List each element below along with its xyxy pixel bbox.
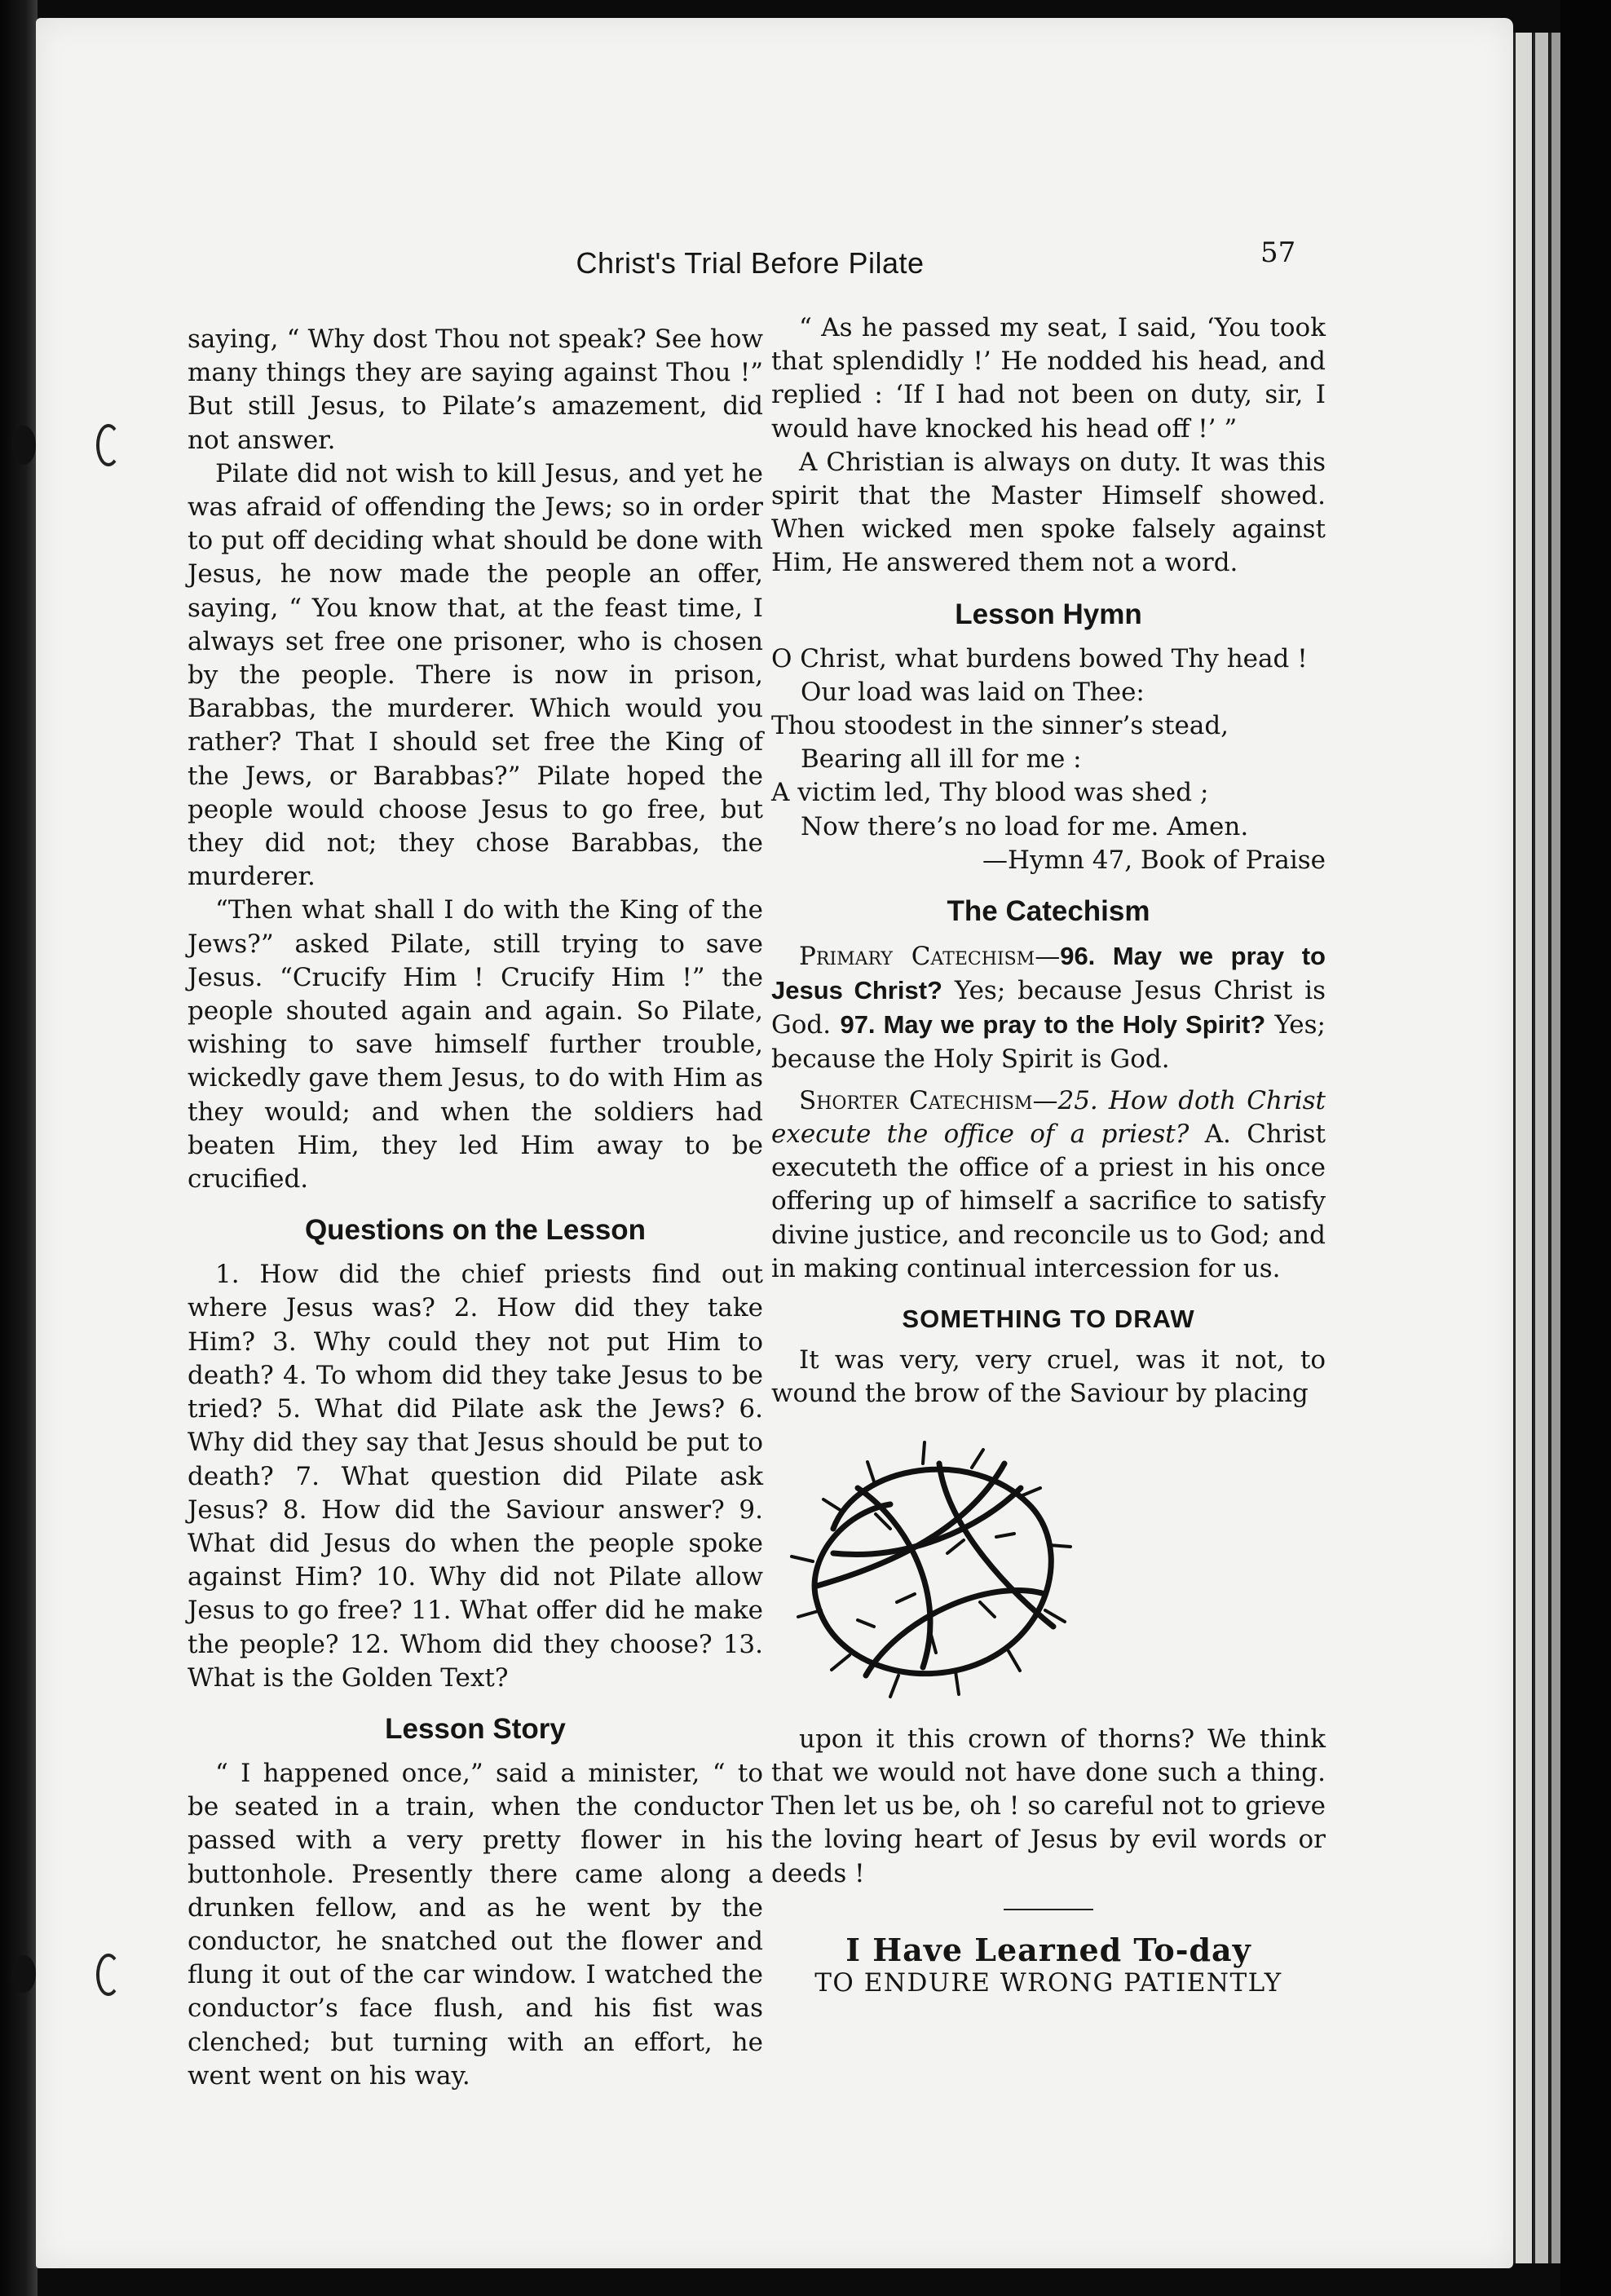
catechism-answer: A. Christ executeth the office of a priest in his once offering up of himself a sacrifice to satisfy divine justice, and reconcile us to God; and in making continual intercession for us. [771,1119,1326,1283]
paragraph: “Then what shall I do with the King of the Jews?” asked Pilate, still trying to save Jesus. “Crucify Him ! Crucify Him !” the people shouted again and again. So Pilate, wishing to save himself further trouble, wickedly gave them Jesus, to do with Him as they would; and when the soldiers had beaten Him, they led Him away to be crucified. [188,895,763,1194]
hymn-line: O Christ, what burdens bowed Thy head ! [771,643,1308,673]
binding-hole [11,1955,36,1993]
learned-today-heading: I Have Learned To-day [845,1931,1251,1968]
paragraph: saying, “ Why dost Thou not speak? See how many things they are saying against Thou !” But still Jesus, to Pilate’s amazement, did not answer. [188,325,763,455]
hymn-line: Now there’s no load for me. Amen. [801,811,1249,841]
page-number: 57 [1260,236,1296,269]
hymn-line: Our load was laid on Thee: [801,677,1145,707]
questions-text: 1. How did the chief priests find out where Jesus was? 2. How did they take Him? 3. Why could they not put Him to death? 4. To whom did they take Jesus to be tried? 5. What did Pilate ask the Jews? 6. Why did they say that Jesus should be put to death? 7. What question did Pilate ask Jesus? 8. How did the Saviour answer? 9. What did Jesus do when the people spoke against Him? 10. Why did not Pilate allow Jesus to go free? 11. What offer did he make the people? 12. Whom did they choose? 13. What is the Golden Text? [188,1260,763,1693]
story-heading: Lesson Story [385,1712,566,1745]
binding-hole [96,1954,121,1996]
scan-background [1560,0,1611,2296]
draw-intro: It was very, very cruel, was it not, to wound the brow of the Saviour by placing [771,1345,1326,1409]
primary-catechism-label: Primary Catechism [799,942,1035,972]
hymn-line: Bearing all ill for me : [801,744,1082,775]
shorter-catechism: Shorter Catechism—25. How doth Christ execute the office of a priest? A. Christ executeth the office of a priest in his once offering up of himself a sacrifice to satisfy divine justice, and reconcile us to God; and in making continual intercession for us. [771,1085,1326,1283]
right-column [771,311,1326,2000]
catechism-answer: Yes; because the Holy Spirit is God. [771,1010,1326,1074]
left-column [188,323,763,2093]
paragraph: Pilate did not wish to kill Jesus, and yet he was afraid of offending the Jews; so in order to put off deciding what should be done with Jesus, he now made the people an offer, saying, “ You know that, at the feast time, I always set free one prisoner, who is chosen by the people. There is now in prison, Barabbas, the murderer. Which would you rather? That I should set free the King of the Jews, or Barabbas?” Pilate hoped the people would choose Jesus to go free, but they did not; they chose Barabbas, the murderer. [188,458,763,892]
binding-hole [96,424,121,466]
primary-catechism: Primary Catechism—96. May we pray to Jesus Christ? Yes; because Jesus Christ is God. 97. May we pray to the Holy Spirit? Yes; because the Holy Spirit is God. [771,942,1326,1074]
questions-heading: Questions on the Lesson [304,1214,647,1247]
catechism-heading: The Catechism [947,895,1150,928]
catechism-question: 96. May we pray to Jesus Christ? [771,942,1326,1005]
story-text: “ I happened once,” said a minister, “ to be seated in a train, when the conductor passed with a very pretty flower in his buttonhole. Presently there came along a drunken fellow, and as he went by the conductor, he snatched out the flower and flung it out of the car window. I watched the conductor’s face flush, and his fist was clenched; but turning with an effort, he went went on his way. [188,1758,763,2091]
shorter-catechism-label: Shorter Catechism [799,1085,1033,1115]
hymn-attribution: —Hymn 47, Book of Praise [982,845,1326,875]
catechism-question: 25. How doth Christ execute the office of a priest? [771,1085,1326,1150]
crown-of-thorns-illustration [784,1431,1078,1700]
page-stack-edge [1513,33,1532,2263]
binding-hole [11,426,36,465]
paragraph: “ As he passed my seat, I said, ‘You took that splendidly !’ He nodded his head, and replied : ‘If I had not been on duty, sir, I would have knocked his head off !’ ” [771,313,1326,444]
paragraph: A Christian is always on duty. It was this spirit that the Master Himself showed. When wicked men spoke falsely against Him, He answered them not a word. [771,447,1326,578]
hymn-line: Thou stoodest in the sinner’s stead, [771,711,1229,741]
draw-outro: upon it this crown of thorns? We think that we would not have done such a thing. Then let us be, oh ! so careful not to grieve the loving heart of Jesus by evil words or deeds ! [771,1724,1326,1888]
divider [1004,1909,1093,1910]
running-header: Christ's Trial Before Pilate [576,246,925,280]
learned-today-text: TO ENDURE WRONG PATIENTLY [814,1967,1282,1998]
hymn-line: A victim led, Thy blood was shed ; [771,778,1209,808]
hymn-heading: Lesson Hymn [955,598,1142,630]
draw-heading: SOMETHING TO DRAW [902,1305,1195,1334]
catechism-question: 97. May we pray to the Holy Spirit? [840,1010,1266,1040]
facing-page-edge [0,0,38,2296]
page-stack-edge [1533,33,1548,2263]
hymn-verse [771,642,1326,877]
catechism-answer: Yes; because Jesus Christ is God. [771,976,1326,1040]
